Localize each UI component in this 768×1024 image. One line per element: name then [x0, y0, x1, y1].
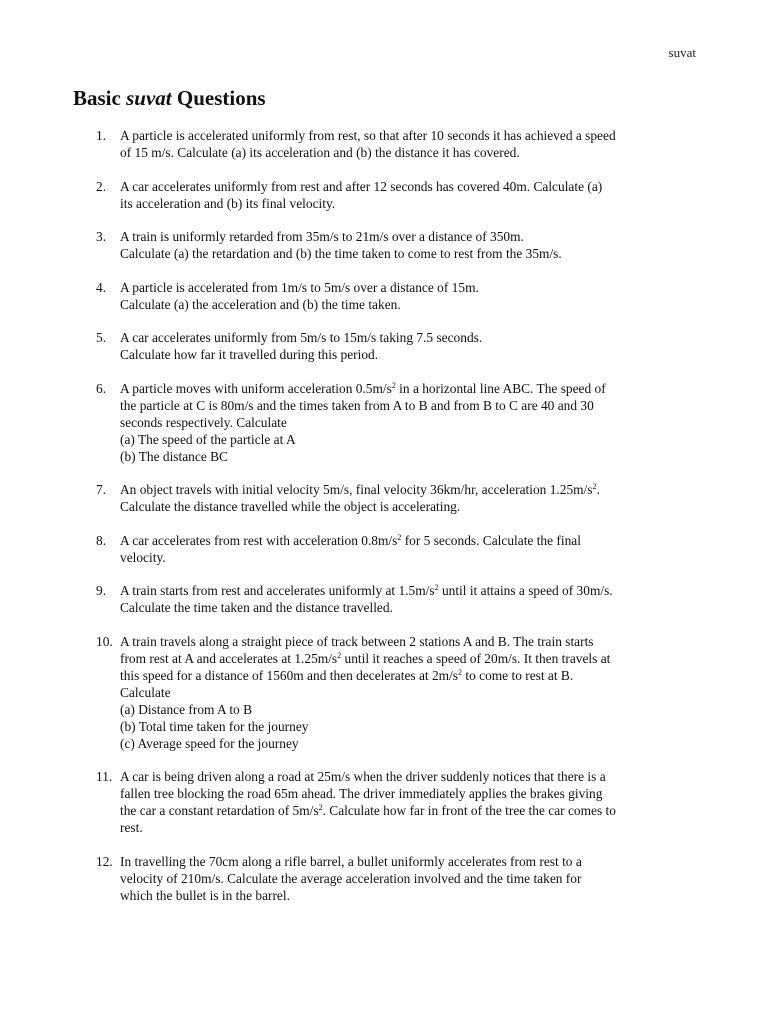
superscript: 2 [592, 482, 597, 491]
question-line [120, 380, 700, 397]
text-run: until it reaches a speed of 20m/s. It then travels at [341, 650, 611, 666]
superscript: 2 [337, 650, 342, 660]
question-line: fallen tree blocking the road 65m ahead. The driver immediately applies the brakes giving [120, 786, 603, 801]
question-line: of 15 m/s. Calculate (a) its acceleration and (b) the distance it has covered. [120, 145, 520, 160]
sub-question: (c) Average speed for the journey [120, 735, 299, 751]
sub-question: (a) Distance from A to B [120, 701, 253, 717]
question-line: the particle at C is 80m/s and the times taken from A to B and from B to C are 40 and 30 [120, 397, 594, 413]
question-number: 4. [96, 279, 107, 295]
text-run: . Calculate how far in front of the tree the car comes to [322, 803, 616, 818]
question-line: velocity of 210m/s. Calculate the average acceleration involved and the time taken for [120, 870, 582, 886]
question-number: 7. [96, 482, 107, 497]
text-run: A car accelerates from rest with acceleration 0.8m/s [120, 532, 398, 548]
question-line [120, 667, 700, 684]
question-line: A car is being driven along a road at 25m/s when the driver suddenly notices that there is a [120, 769, 606, 784]
question-9 [96, 582, 700, 616]
question-1 [96, 127, 700, 161]
superscript: 2 [434, 583, 439, 592]
text-run: from rest at A and accelerates at 1.25m/s [120, 650, 338, 666]
superscript: 2 [397, 532, 402, 542]
question-line: A particle is accelerated from 1m/s to 5m/s over a distance of 15m. [120, 279, 479, 295]
question-line: A car accelerates uniformly from rest and after 12 seconds has covered 40m. Calculate (a) [120, 178, 603, 194]
question-line: Calculate [120, 684, 171, 700]
question-line: seconds respectively. Calculate [120, 414, 287, 430]
question-line: Calculate (a) the acceleration and (b) the time taken. [120, 296, 401, 312]
question-line [120, 650, 700, 667]
page-title [73, 86, 266, 111]
text-run: until it attains a speed of 30m/s. [438, 583, 613, 598]
question-3 [96, 228, 700, 262]
text-run: A particle moves with uniform acceleration 0.5m/s [120, 380, 392, 396]
text-run: in a horizontal line ABC. The speed of [395, 380, 606, 396]
title-part-1: Basic [73, 86, 127, 110]
superscript: 2 [391, 380, 396, 390]
question-7 [96, 481, 700, 515]
question-list [96, 127, 700, 920]
question-8 [96, 532, 700, 566]
question-number: 9. [96, 583, 107, 598]
question-10 [96, 633, 700, 752]
question-line [120, 481, 700, 498]
question-line: Calculate (a) the retardation and (b) the time taken to come to rest from the 35m/s. [120, 246, 562, 261]
question-line: its acceleration and (b) its final velocity. [120, 195, 336, 211]
question-line [120, 532, 700, 549]
question-12 [96, 853, 700, 904]
question-number: 6. [96, 380, 107, 396]
question-line: Calculate the time taken and the distance travelled. [120, 600, 393, 615]
question-number: 8. [96, 532, 107, 548]
question-line: A train is uniformly retarded from 35m/s to 21m/s over a distance of 350m. [120, 229, 524, 244]
question-number: 1. [96, 128, 107, 143]
question-line: A train travels along a straight piece of track between 2 stations A and B. The train starts [120, 633, 594, 649]
question-line: A car accelerates uniformly from 5m/s to 15m/s taking 7.5 seconds. [120, 330, 483, 345]
question-line: which the bullet is in the barrel. [120, 887, 290, 903]
question-number: 11. [96, 769, 113, 784]
question-line: velocity. [120, 549, 166, 565]
text-run: . [596, 482, 600, 497]
text-run: this speed for a distance of 1560m and then decelerates at 2m/s [120, 667, 459, 683]
question-line [120, 582, 700, 599]
question-number: 5. [96, 330, 107, 345]
title-part-2: suvat [126, 86, 172, 110]
question-line: A particle is accelerated uniformly from rest, so that after 10 seconds it has achieved a speed [120, 128, 616, 143]
superscript: 2 [318, 803, 323, 812]
question-number: 12. [96, 853, 113, 869]
text-run: An object travels with initial velocity 5m/s, final velocity 36km/hr, acceleration 1.25m/s [120, 482, 593, 497]
sub-question: (b) The distance BC [120, 448, 228, 464]
question-number: 10. [96, 633, 113, 649]
superscript: 2 [458, 667, 463, 677]
question-11 [96, 768, 700, 836]
question-line [120, 802, 700, 819]
question-5 [96, 329, 700, 363]
text-run: the car a constant retardation of 5m/s [120, 803, 319, 818]
question-line: Calculate how far it travelled during this period. [120, 347, 379, 362]
question-4 [96, 279, 700, 313]
question-line: In travelling the 70cm along a rifle barrel, a bullet uniformly accelerates from rest to a [120, 853, 582, 869]
sub-question: (b) Total time taken for the journey [120, 718, 309, 734]
question-2 [96, 178, 700, 212]
question-number: 2. [96, 178, 107, 194]
text-run: for 5 seconds. Calculate the final [401, 532, 581, 548]
text-run: A train starts from rest and accelerates uniformly at 1.5m/s [120, 583, 435, 598]
title-part-3: Questions [171, 86, 266, 110]
question-6 [96, 380, 700, 465]
text-run: to come to rest at B. [462, 667, 574, 683]
header-label: suvat [668, 45, 696, 60]
sub-question: (a) The speed of the particle at A [120, 431, 296, 447]
question-number: 3. [96, 229, 107, 244]
question-line: Calculate the distance travelled while the object is accelerating. [120, 499, 461, 514]
question-line: rest. [120, 820, 143, 835]
